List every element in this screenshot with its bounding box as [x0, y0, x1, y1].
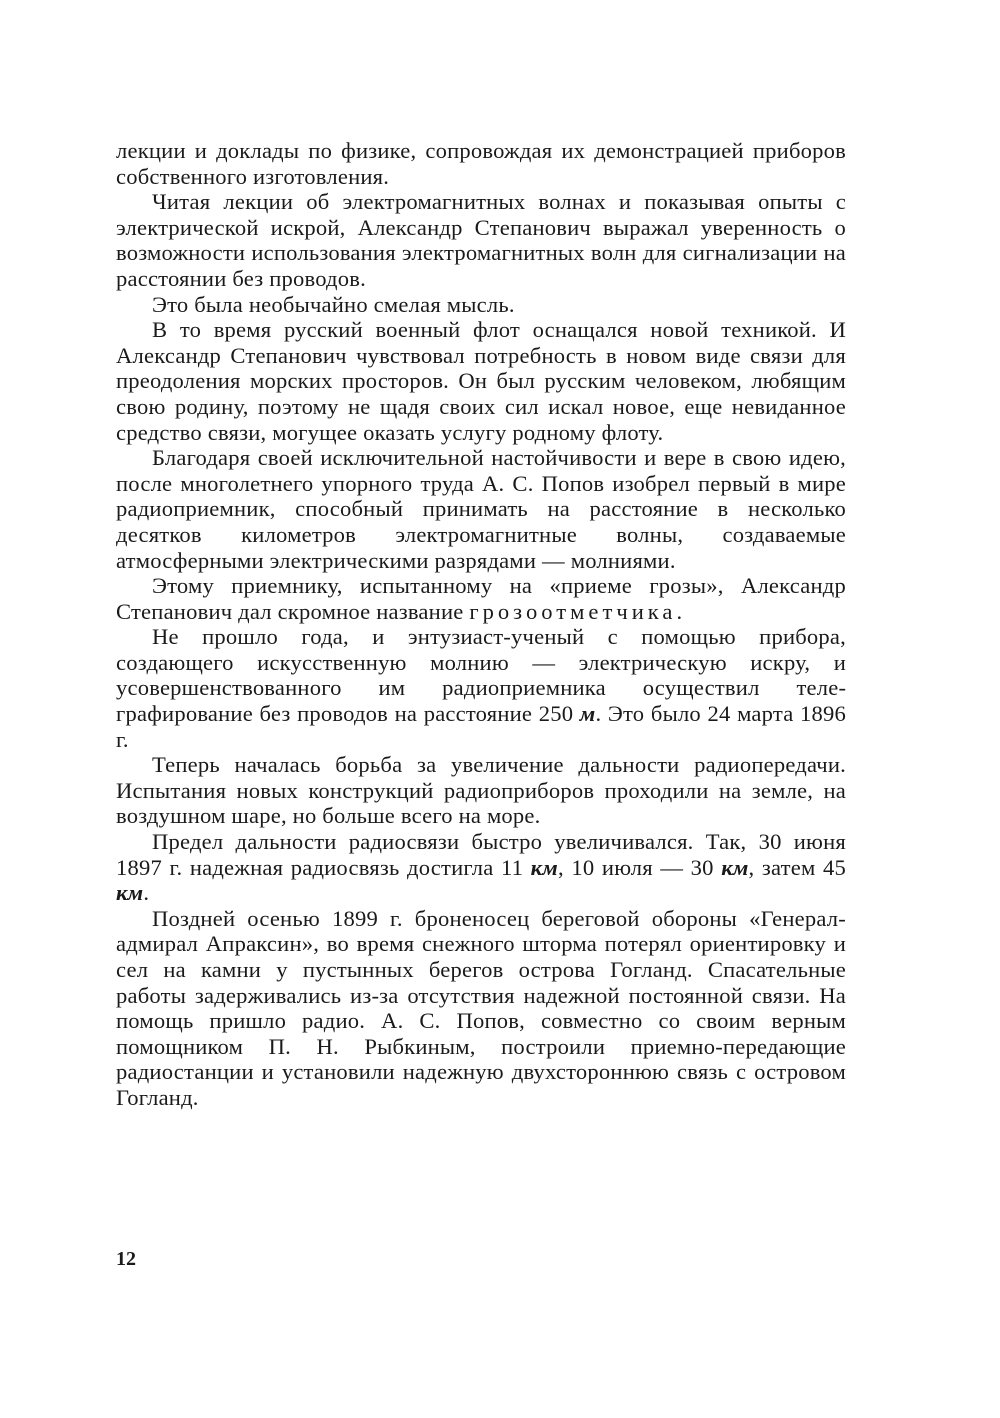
paragraph-text: Читая лекции об электромагнитных волнах и показывая опыты с электрической искрой, Александр Степанович выражал уверенность о возможности использования электромагнитных волн для сигнализации на расстоянии без проводов.	[116, 189, 846, 291]
unit-text: км	[721, 854, 749, 880]
paragraph-text: .	[676, 598, 683, 624]
page-number: 12	[116, 1248, 136, 1270]
paragraph	[116, 829, 846, 906]
page-body	[116, 138, 846, 1111]
unit-text: м	[579, 701, 596, 727]
unit-text: км	[116, 880, 144, 906]
paragraph-text: Не прошло года, и энтузиаст-ученый с помощью прибора, создающего искусственную молнию — электрическую искру, и усовершенствованного им радиоприемника осуществил телеграфирование без проводов на расстояние 250	[116, 624, 846, 727]
unit-text: км	[530, 854, 558, 880]
paragraph	[116, 624, 846, 752]
paragraph-text: .	[143, 880, 150, 906]
paragraph-text: Теперь началась борьба за увеличение дальности радиопередачи. Испытания новых конструкций радиоприборов проходили на земле, на воздушном шаре, но больше всего на море.	[116, 752, 846, 829]
paragraph	[116, 292, 846, 318]
paragraph-text: . Это было 24 марта 1896 г.	[116, 701, 846, 752]
paragraph-text: Предел дальности радиосвязи быстро увеличивался. Так, 30 июня 1897 г. надежная радиосвязь достигла 11	[116, 829, 846, 880]
paragraph-text: лекции и доклады по физике, сопровождая их демонстрацией приборов собственного изготовления.	[116, 138, 846, 189]
paragraph-text: Это была необычайно смелая мысль.	[152, 291, 515, 317]
paragraph-text: Этому приемнику, испытанному на «приеме грозы», Александр Степанович дал скромное название	[116, 573, 846, 624]
paragraph	[116, 906, 846, 1111]
paragraph	[116, 752, 846, 829]
paragraph	[116, 445, 846, 573]
paragraph-text: Поздней осенью 1899 г. броненосец береговой обороны «Генерал-адмирал Апраксин», во время снежного шторма потерял ориентировку и сел на камни у пустынных берегов острова Гогланд. Спасательные работы задерживались из-за отсутствия надежной постоянной связи. На помощь пришло радио. А. С. Попов, совместно со своим верным помощником П. Н. Рыбкиным, построили приемно-передающие радиостанции и установили надежную двухстороннюю связь с островом Гогланд.	[116, 905, 846, 1110]
paragraph	[116, 138, 846, 189]
paragraph-text: Благодаря своей исключительной настойчивости и вере в свою идею, после многолетнего упорного труда А. С. Попов изобрел первый в мире радиоприемник, способный принимать на расстояние в несколько десятков километров электромагнитные волны, создаваемые атмосферными электрическими разрядами — молниями.	[116, 445, 846, 573]
spaced-term: грозоотметчика	[469, 598, 677, 624]
paragraph-text: , затем 45	[748, 854, 847, 880]
paragraph-text: В то время русский военный флот оснащался новой техникой. И Александр Степанович чувствовал потребность в новом виде связи для преодоления морских просторов. Он был русским человеком, любящим свою родину, поэтому не щадя своих сил искал новое, еще невиданное средство связи, могущее оказать услугу родному флоту.	[116, 317, 846, 445]
paragraph	[116, 317, 846, 445]
paragraph-text: , 10 июля — 30	[558, 854, 722, 880]
paragraph	[116, 189, 846, 291]
paragraph	[116, 573, 846, 624]
